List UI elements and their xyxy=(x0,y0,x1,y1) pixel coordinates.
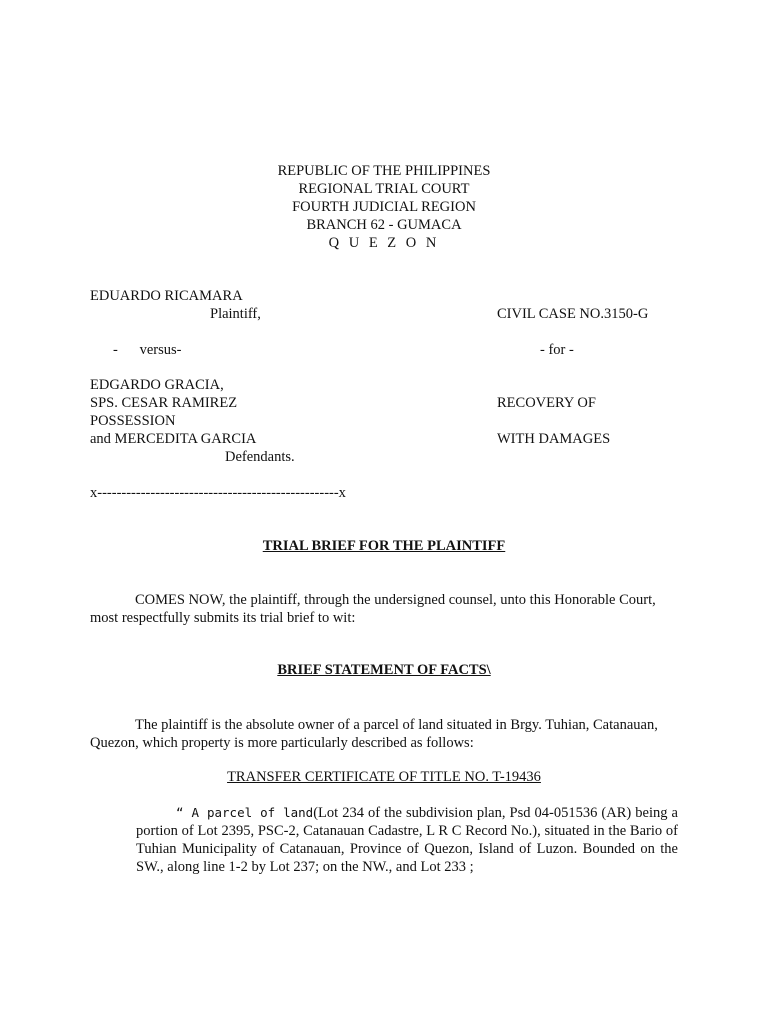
document-title-text: TRIAL BRIEF FOR THE PLAINTIFF xyxy=(262,538,506,554)
document-title xyxy=(0,537,768,555)
defendant-1: EDGARDO GRACIA, xyxy=(90,377,224,393)
quote-body: (Lot 234 of the subdivision plan, Psd 04-051536 (AR) being a portion of Lot 2395, PSC-2, Catanauan Cadastre, L R C Record No.), situated in the Bario of Tuhian Municipality of Catanauan, Province of Quezon, Island of Luzon. Bounded on the SW., along line 1-2 by Lot 237; on the NW., and Lot 233 ; xyxy=(136,805,678,875)
defendant-2: SPS. CESAR RAMIREZ xyxy=(90,395,238,411)
caption-separator: x--------------------------------------------------x xyxy=(90,485,346,501)
section-heading-text: BRIEF STATEMENT OF FACTS\ xyxy=(277,662,491,678)
header-branch: BRANCH 62 - GUMACA xyxy=(306,217,462,233)
intro-paragraph: COMES NOW, the plaintiff, through the undersigned counsel, unto this Honorable Court, most respectfully submits its trial brief to wit: xyxy=(90,592,656,626)
for-label: - for - xyxy=(540,342,574,358)
action-recovery: RECOVERY OF xyxy=(497,395,596,411)
tct-heading-text: TRANSFER CERTIFICATE OF TITLE NO. T-19436 xyxy=(227,769,541,785)
defendant-3: and MERCEDITA GARCIA xyxy=(90,431,257,447)
tct-heading xyxy=(0,768,768,786)
header-region: FOURTH JUDICIAL REGION xyxy=(292,199,476,215)
case-number: CIVIL CASE NO.3150-G xyxy=(497,306,649,322)
property-description xyxy=(136,804,678,876)
action-damages: WITH DAMAGES xyxy=(497,431,611,447)
plaintiff-name: EDUARDO RICAMARA xyxy=(90,288,243,304)
court-header xyxy=(0,162,768,252)
plaintiff-label: Plaintiff, xyxy=(210,306,261,322)
defendants-label: Defendants. xyxy=(225,449,295,465)
section-heading xyxy=(0,661,768,679)
action-possession: POSSESSION xyxy=(90,413,176,429)
facts-paragraph: The plaintiff is the absolute owner of a parcel of land situated in Brgy. Tuhian, Catanauan, Quezon, which property is more particularly described as follows: xyxy=(90,717,658,751)
versus-label: - versus- xyxy=(113,342,182,358)
header-province: Q U E Z O N xyxy=(328,235,440,251)
quote-opening: “ A parcel of land xyxy=(176,805,314,820)
property-description-text xyxy=(136,804,678,876)
header-republic: REPUBLIC OF THE PHILIPPINES xyxy=(277,163,491,179)
header-court: REGIONAL TRIAL COURT xyxy=(298,181,470,197)
